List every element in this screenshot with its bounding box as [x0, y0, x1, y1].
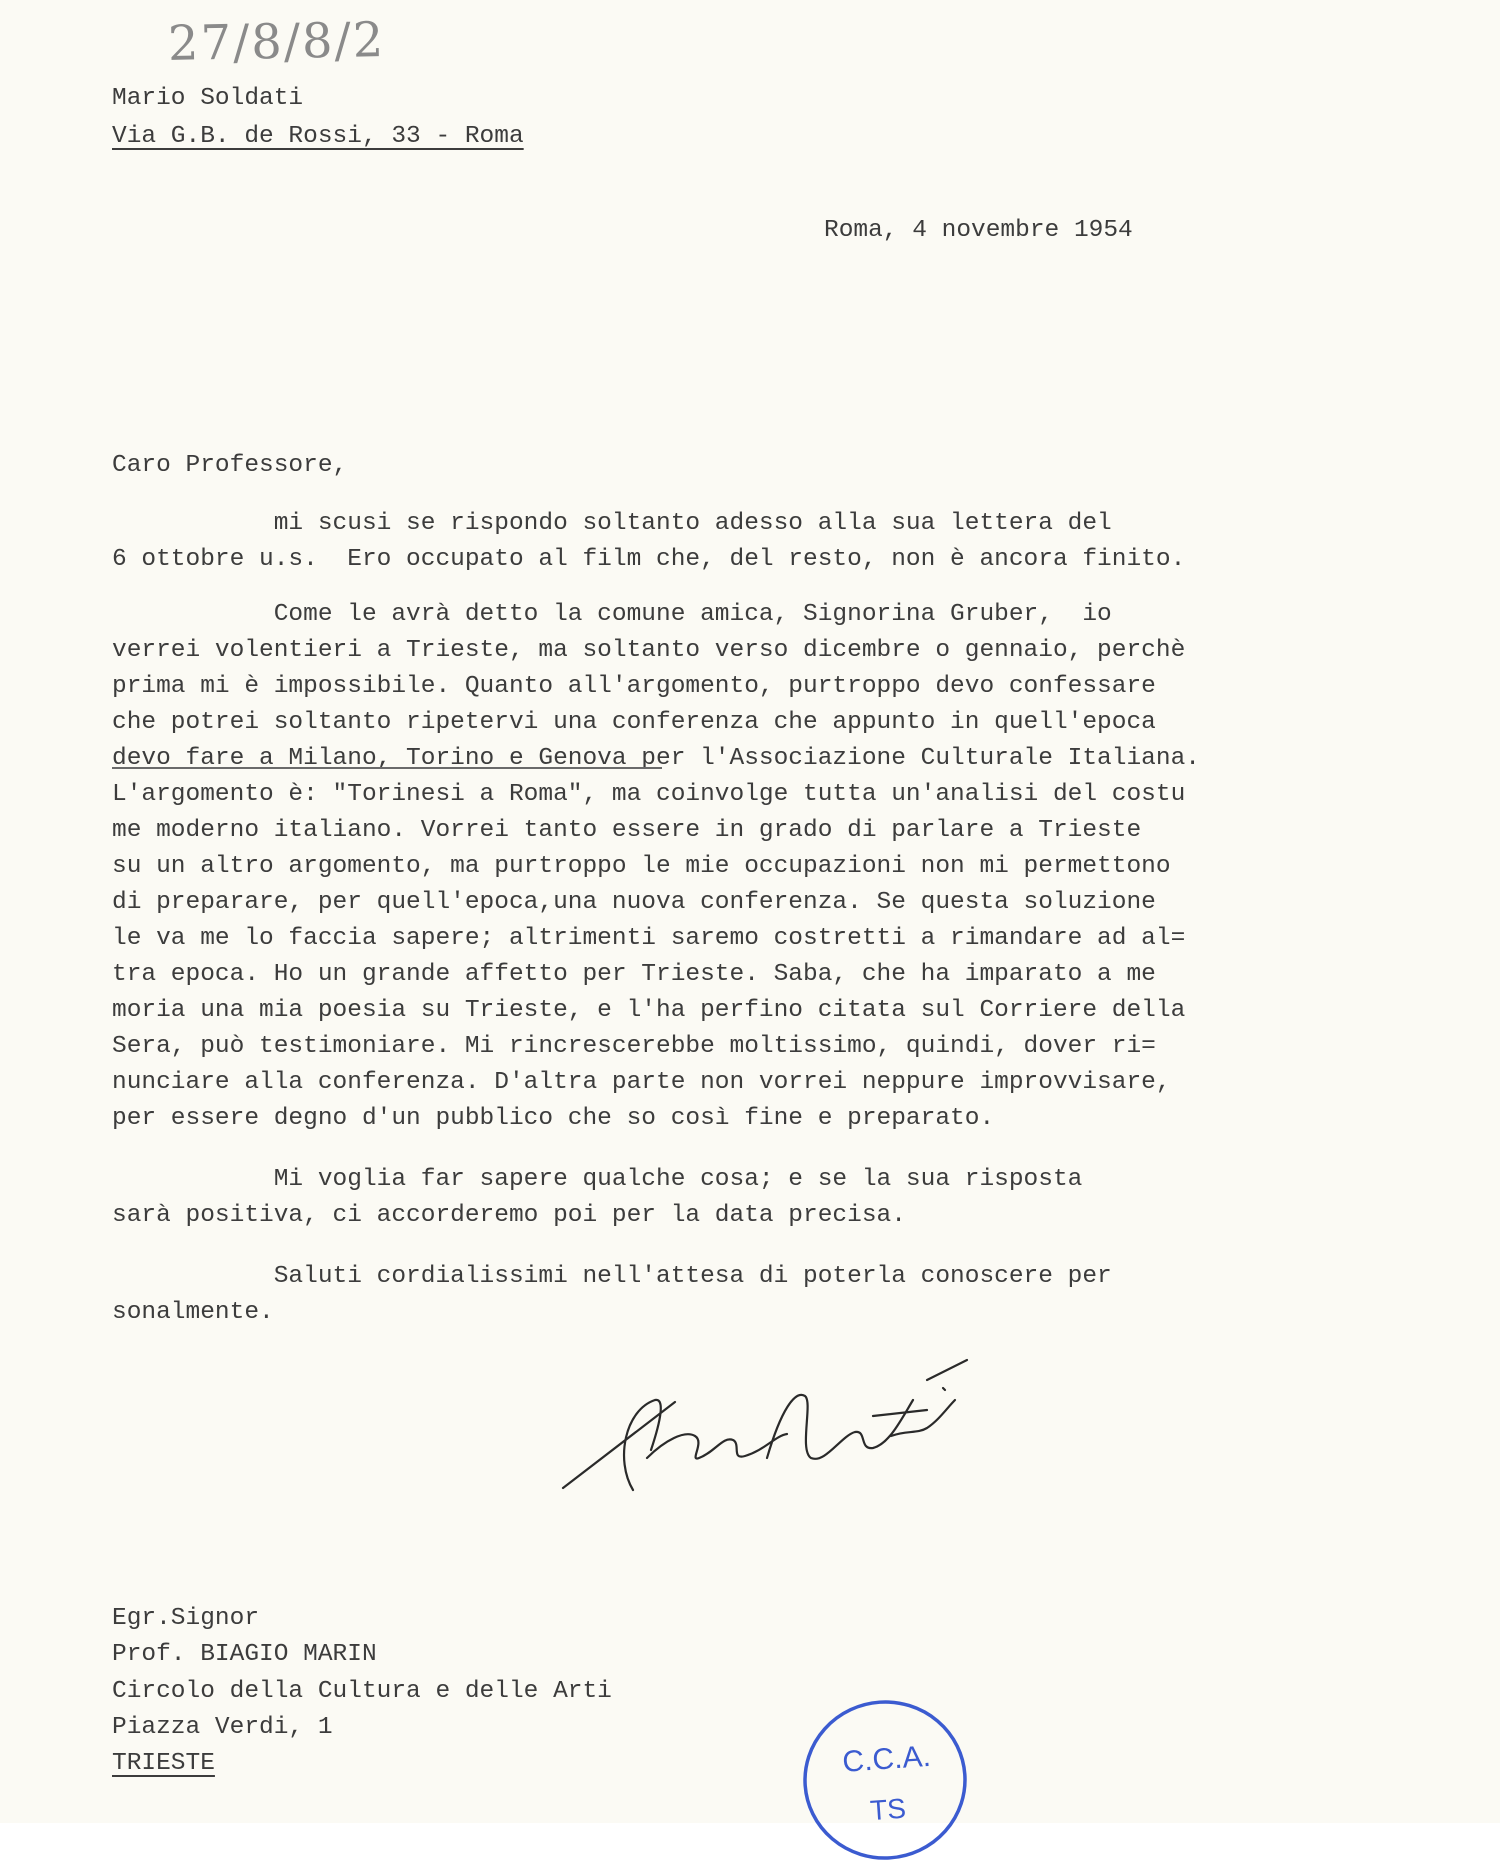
recipient-line: TRIESTE — [112, 1750, 215, 1777]
body-line: per essere degno d'un pubblico che so così fine e preparato. — [112, 1105, 995, 1132]
stamp-line-2: TS — [869, 1792, 907, 1827]
body-line: Mi voglia far sapere qualche cosa; e se la sua risposta — [112, 1166, 1083, 1193]
body-line: devo fare a Milano, Torino e Genova per l'Associazione Culturale Italiana. — [112, 745, 1200, 772]
body-line: le va me lo faccia sapere; altrimenti saremo costretti a rimandare ad al= — [112, 925, 1186, 952]
signature-rule — [112, 767, 662, 769]
ink-stamp — [800, 1695, 970, 1865]
body-line: Come le avrà detto la comune amica, Signorina Gruber, io — [112, 601, 1112, 628]
recipient-line: Prof. BIAGIO MARIN — [112, 1641, 377, 1668]
recipient-line: Circolo della Cultura e delle Arti — [112, 1678, 612, 1705]
stamp-line-1: C.C.A. — [841, 1739, 932, 1779]
body-line: su un altro argomento, ma purtroppo le mie occupazioni non mi permettono — [112, 853, 1171, 880]
body-line: L'argomento è: "Torinesi a Roma", ma coinvolge tutta un'analisi del costu — [112, 781, 1186, 808]
salutation: Caro Professore, — [112, 452, 348, 479]
body-line: moria una mia poesia su Trieste, e l'ha perfino citata sul Corriere della — [112, 997, 1186, 1024]
date-line: Roma, 4 novembre 1954 — [824, 217, 1133, 244]
body-line: 6 ottobre u.s. Ero occupato al film che, del resto, non è ancora finito. — [112, 546, 1186, 573]
signature — [555, 1340, 995, 1500]
body-line: mi scusi se rispondo soltanto adesso alla sua lettera del — [112, 510, 1112, 537]
body-line: verrei volentieri a Trieste, ma soltanto verso dicembre o gennaio, perchè — [112, 637, 1186, 664]
body-line: sonalmente. — [112, 1299, 274, 1326]
body-line: che potrei soltanto ripetervi una conferenza che appunto in quell'epoca — [112, 709, 1156, 736]
body-line: di preparare, per quell'epoca,una nuova conferenza. Se questa soluzione — [112, 889, 1156, 916]
recipient-line: Piazza Verdi, 1 — [112, 1714, 333, 1741]
body-line: me moderno italiano. Vorrei tanto essere in grado di parlare a Trieste — [112, 817, 1142, 844]
body-line: prima mi è impossibile. Quanto all'argomento, purtroppo devo confessare — [112, 673, 1156, 700]
sender-name: Mario Soldati — [112, 85, 304, 112]
body-line: Sera, può testimoniare. Mi rincrescerebbe moltissimo, quindi, dover ri= — [112, 1033, 1156, 1060]
body-line: nunciare alla conferenza. D'altra parte non vorrei neppure improvvisare, — [112, 1069, 1171, 1096]
recipient-line: Egr.Signor — [112, 1605, 260, 1632]
body-line: Saluti cordialissimi nell'attesa di poterla conoscere per — [112, 1263, 1112, 1290]
body-line: sarà positiva, ci accorderemo poi per la data precisa. — [112, 1202, 906, 1229]
sender-address: Via G.B. de Rossi, 33 - Roma — [112, 123, 524, 150]
body-line: tra epoca. Ho un grande affetto per Trieste. Saba, che ha imparato a me — [112, 961, 1156, 988]
pencil-archive-note: 27/8/8/2 — [167, 12, 386, 72]
